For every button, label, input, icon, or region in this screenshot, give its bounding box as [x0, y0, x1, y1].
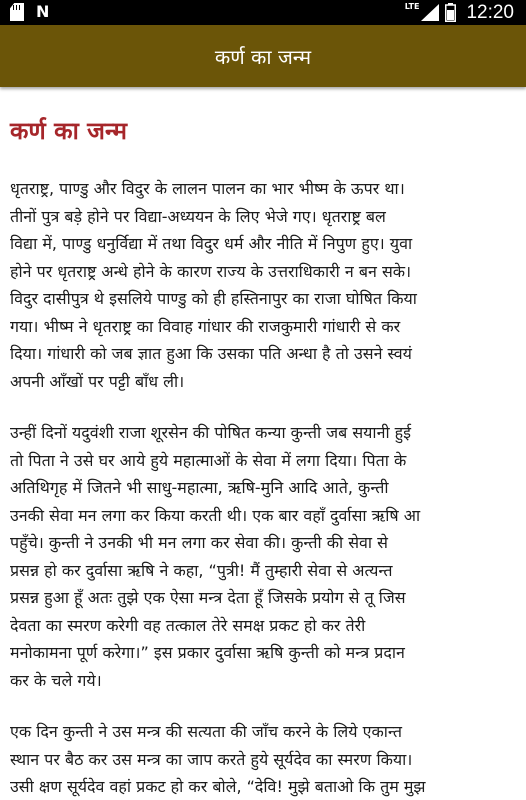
- status-bar-notifications: [10, 3, 49, 21]
- status-bar: [0, 0, 526, 25]
- paragraph-line: पहुँचे। कुन्ती ने उनकी भी मन लगा कर सेवा की। कुन्ती की सेवा से: [10, 533, 388, 552]
- paragraph-line: धृतराष्ट्र, पाण्डु और विदुर के लालन पालन का भार भीष्म के ऊपर था।: [10, 179, 405, 198]
- article-content[interactable]: [0, 87, 526, 800]
- paragraph-line: अतिथिगृह में जितने भी साधु-महात्मा, ऋषि-मुनि आदि आते, कुन्ती: [10, 478, 389, 497]
- paragraph-line: कर के चले गये।: [10, 670, 102, 690]
- paragraph-line: होने पर धृतराष्ट्र अन्धे होने के कारण राज्य के उत्तराधिकारी न बन सके।: [10, 261, 412, 281]
- paragraph-line: उनकी सेवा मन लगा कर किया करती थी। एक बार वहाँ दुर्वासा ऋषि आ: [10, 505, 421, 525]
- sd-card-icon: [10, 3, 24, 21]
- battery-icon: [445, 3, 456, 22]
- paragraph-line: एक दिन कुन्ती ने उस मन्त्र की सत्यता की जाँच करने के लिये एकान्त: [10, 722, 402, 741]
- article-body: [10, 175, 516, 800]
- article-paragraph: [10, 419, 516, 694]
- paragraph-line: तो पिता ने उसे घर आये हुये महात्माओं के सेवा में लगा दिया। पिता के: [10, 450, 407, 470]
- paragraph-line: प्रसन्न हो कर दुर्वासा ऋषि ने कहा, “पुत्री! मैं तुम्हारी सेवा से अत्यन्त: [10, 560, 393, 580]
- paragraph-line: गया। भीष्म ने धृतराष्ट्र का विवाह गांधार की राजकुमारी गांधारी से कर: [10, 316, 401, 336]
- paragraph-line: प्रसन्न हुआ हूँ अतः तुझे एक ऐसा मन्त्र देता हूँ जिसके प्रयोग से तू जिस: [10, 588, 406, 607]
- paragraph-line: विद्या में, पाण्डु धनुर्विद्या में तथा विदुर धर्म और नीति में निपुण हुए। युवा: [10, 234, 413, 253]
- article-heading: कर्ण का जन्म: [10, 117, 127, 145]
- paragraph-line: विदुर दासीपुत्र थे इसलिये पाण्डु को ही हस्तिनापुर का राजा घोषित किया: [10, 289, 417, 308]
- paragraph-line: दिया। गांधारी को जब ज्ञात हुआ कि उसका पति अन्धा है तो उसने स्वयं: [10, 344, 412, 363]
- paragraph-line: उसी क्षण सूर्यदेव वहां प्रकट हो कर बोले, “देवि! मुझे बताओ कि तुम मुझ: [10, 777, 426, 796]
- status-bar-system: [405, 0, 514, 25]
- paragraph-line: तीनों पुत्र बड़े होने पर विद्या-अध्ययन के लिए भेजे गए। धृतराष्ट्र बल: [10, 206, 386, 226]
- clock: 12:20: [466, 1, 514, 23]
- paragraph-line: अपनी आँखों पर पट्टी बाँध ली।: [10, 371, 185, 391]
- signal-icon: [421, 4, 439, 21]
- paragraph-line: स्थान पर बैठ कर उस मन्त्र का जाप करते हुये सूर्यदेव का स्मरण किया।: [10, 749, 413, 769]
- app-bar: [0, 25, 526, 87]
- article-paragraph: [10, 718, 516, 800]
- network-type-label: LTE: [404, 2, 420, 11]
- paragraph-line: उन्हीं दिनों यदुवंशी राजा शूरसेन की पोषित कन्या कुन्ती जब सयानी हुई: [10, 423, 412, 442]
- paragraph-line: मनोकामना पूर्ण करेगा।” इस प्रकार दुर्वासा ऋषि कुन्ती को मन्त्र प्रदान: [10, 643, 405, 662]
- article-paragraph: [10, 175, 516, 395]
- n-icon: N: [36, 2, 50, 21]
- app-bar-title: कर्ण का जन्म: [214, 44, 312, 69]
- paragraph-line: देवता का स्मरण करेगी वह तत्काल तेरे समक्ष प्रकट हो कर तेरी: [10, 615, 366, 635]
